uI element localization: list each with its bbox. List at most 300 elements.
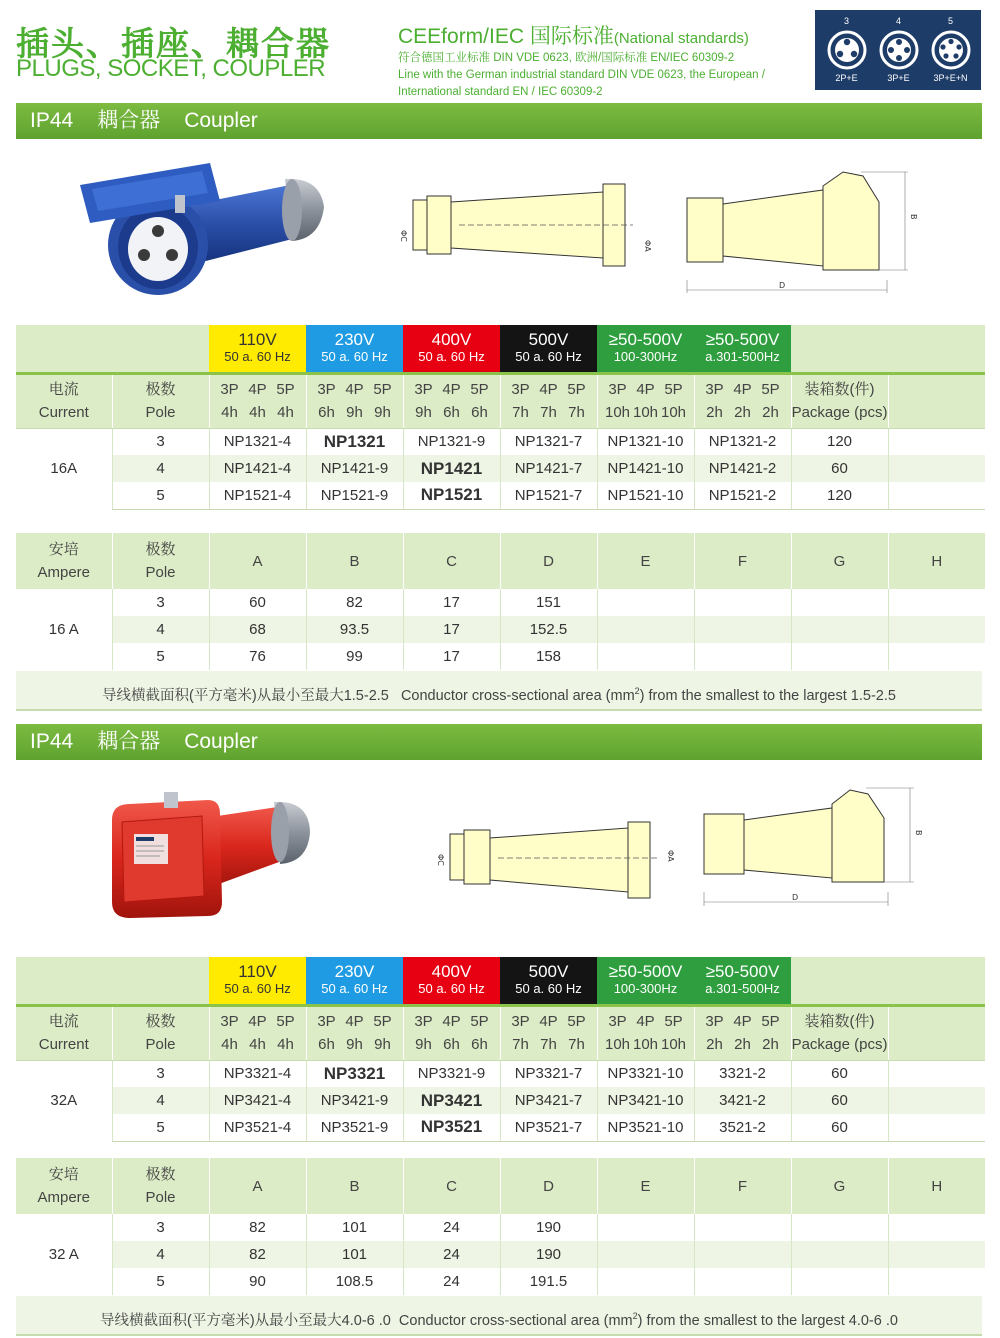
- header-dim-b: B: [306, 533, 403, 589]
- dim-label-b: B: [909, 214, 918, 220]
- blank-cell: [888, 1087, 985, 1114]
- dim-d-value: 158: [500, 643, 597, 670]
- voltage-value: ≥50-500V: [608, 962, 683, 982]
- pole-hour-label: 2h: [734, 404, 751, 421]
- header-package-en: Package (pcs): [791, 404, 888, 421]
- header-package: [791, 373, 888, 428]
- conductor-note-16a: [16, 671, 982, 711]
- column-header-row: [16, 1005, 985, 1060]
- pole-hour-label: 3P: [705, 1013, 724, 1030]
- product-code: NP1321-2: [694, 428, 791, 455]
- header-current-cn: 电流: [48, 1013, 79, 1030]
- blank-cell: [888, 428, 985, 455]
- voltage-frequency: 50 a. 60 Hz: [515, 981, 582, 997]
- dim-b-value: 93.5: [306, 616, 403, 643]
- product-table-32a: [16, 957, 985, 1142]
- header-ampere: [16, 1158, 112, 1214]
- voltage-header-blank: [888, 957, 985, 1005]
- header-dim-e: E: [597, 533, 694, 589]
- pole-value: 3: [112, 1214, 209, 1241]
- table-row: [16, 455, 985, 482]
- pole-value: 3: [112, 428, 209, 455]
- pin-count: 5: [947, 16, 953, 26]
- pole-hour-label: 4P: [345, 1013, 364, 1030]
- voltage-500v: [500, 957, 597, 1005]
- dim-c-value: 24: [403, 1241, 500, 1268]
- header-ampere-en: Ampere: [37, 564, 91, 581]
- pole-hour-label: 5P: [761, 381, 780, 398]
- ampere-value: 32 A: [16, 1214, 112, 1295]
- voltage-hf-100-300: [597, 325, 694, 373]
- pole-hour-label: 4P: [636, 381, 655, 398]
- voltage-frequency: 50 a. 60 Hz: [515, 349, 582, 365]
- pole-hour-label: 10h: [660, 1036, 687, 1053]
- header-dim-d: D: [500, 1158, 597, 1214]
- pole-hour-label: 3P: [414, 1013, 433, 1030]
- package-qty: 60: [791, 1087, 888, 1114]
- pole-hour-label: 4h: [221, 404, 238, 421]
- header-dim-h: H: [888, 1158, 985, 1214]
- pole-hour-label: 9h: [346, 404, 363, 421]
- voltage-header-blank: [112, 325, 209, 373]
- header-dim-f: F: [694, 1158, 791, 1214]
- header-dim-a: A: [209, 1158, 306, 1214]
- pole-hour-label: 2h: [706, 1036, 723, 1053]
- header-package-cn: 装箱数(件): [804, 1013, 875, 1030]
- product-code: NP3521-7: [500, 1114, 597, 1141]
- product-code: 3521-2: [694, 1114, 791, 1141]
- dim-label-d: D: [792, 893, 799, 902]
- pole-hour-label: 7h: [540, 1036, 557, 1053]
- dim-c-value: 17: [403, 589, 500, 616]
- pole-hour-label: 5P: [470, 381, 489, 398]
- pole-hour-label: 4P: [733, 381, 752, 398]
- pole-hour-label: 4P: [442, 1013, 461, 1030]
- pin-5-icon: [930, 29, 972, 71]
- pole-hour-label: 7h: [512, 404, 529, 421]
- header-dim-d: D: [500, 533, 597, 589]
- pole-hour-label: 6h: [471, 1036, 488, 1053]
- pole-hour-label: 7h: [568, 1036, 585, 1053]
- product-code: NP3321-10: [597, 1060, 694, 1087]
- product-code: NP3421-4: [209, 1087, 306, 1114]
- header-ampere-cn: 安培: [48, 1166, 79, 1183]
- product-code: NP3321-4: [209, 1060, 306, 1087]
- pole-hour-label: 10h: [660, 404, 687, 421]
- blank-cell: [597, 1214, 694, 1241]
- header-current-cn: 电流: [48, 381, 79, 398]
- header-dim-b: B: [306, 1158, 403, 1214]
- voltage-header-row: [16, 957, 985, 1005]
- pole-hour-label: 9h: [415, 404, 432, 421]
- standard-line-cn: 符合德国工业标准 DIN VDE 0623, 欧洲/国际标准 EN/IEC 60309-2: [398, 52, 735, 64]
- header-400v-poles: [403, 373, 500, 428]
- voltage-value: 500V: [528, 330, 569, 350]
- voltage-frequency: 50 a. 60 Hz: [321, 981, 388, 997]
- product-code: 3421-2: [694, 1087, 791, 1114]
- blank-cell: [791, 1214, 888, 1241]
- pin-configuration-legend: [815, 10, 981, 90]
- table-row: [16, 1268, 985, 1295]
- header-110v-poles: [209, 1005, 306, 1060]
- blank-cell: [888, 1114, 985, 1141]
- blank-cell: [888, 482, 985, 509]
- voltage-value: 500V: [528, 962, 569, 982]
- pole-hour-label: 6h: [318, 404, 335, 421]
- band-title-en: Coupler: [184, 109, 258, 132]
- voltage-frequency: 50 a. 60 Hz: [321, 349, 388, 365]
- voltage-400v: [403, 325, 500, 373]
- page-title-en: PLUGS, SOCKET, COUPLER: [16, 55, 326, 82]
- dim-a-value: 76: [209, 643, 306, 670]
- header-400v-poles: [403, 1005, 500, 1060]
- voltage-header-blank: [791, 957, 888, 1005]
- product-code: NP1421-7: [500, 455, 597, 482]
- band-title-en: Coupler: [184, 730, 258, 753]
- pole-hour-label: 9h: [374, 404, 391, 421]
- product-code: NP3521-9: [306, 1114, 403, 1141]
- voltage-230v: [306, 325, 403, 373]
- pole-value: 4: [112, 1087, 209, 1114]
- voltage-frequency: 50 a. 60 Hz: [418, 981, 485, 997]
- table-row: [16, 1087, 985, 1114]
- blank-cell: [888, 616, 985, 643]
- standard-line-en-1: Line with the German industrial standard DIN VDE 0623, the European /: [398, 69, 765, 81]
- header-ampere: [16, 533, 112, 589]
- dim-d-value: 190: [500, 1214, 597, 1241]
- voltage-frequency: a.301-500Hz: [705, 981, 780, 997]
- dimension-table-16a: [16, 533, 985, 670]
- pole-hour-label: 3P: [511, 381, 530, 398]
- header-pole: [112, 1005, 209, 1060]
- dim-d-value: 190: [500, 1241, 597, 1268]
- voltage-hf-301-500: [694, 957, 791, 1005]
- current-value: 32A: [16, 1060, 112, 1141]
- voltage-500v: [500, 325, 597, 373]
- coupler-16a-front-drawing: [683, 162, 923, 297]
- voltage-frequency: 50 a. 60 Hz: [224, 349, 291, 365]
- table-row: [16, 1114, 985, 1141]
- conductor-note-32a: [16, 1296, 982, 1336]
- standard-line-en-2: International standard EN / IEC 60309-2: [398, 86, 603, 98]
- note-superscript: 2: [634, 686, 640, 696]
- pole-hour-label: 4P: [248, 1013, 267, 1030]
- header-dim-a: A: [209, 533, 306, 589]
- blank-cell: [694, 1268, 791, 1295]
- voltage-value: ≥50-500V: [608, 330, 683, 350]
- table-row: [16, 589, 985, 616]
- product-code: NP1521-9: [306, 482, 403, 509]
- header-blank: [888, 373, 985, 428]
- pole-hour-label: 5P: [276, 1013, 295, 1030]
- header-hf1-poles: [597, 1005, 694, 1060]
- pole-hour-label: 5P: [664, 1013, 683, 1030]
- pin-label: 3P+E: [887, 73, 910, 83]
- package-qty: 120: [791, 482, 888, 509]
- header-pole-en: Pole: [145, 404, 176, 421]
- voltage-frequency: a.301-500Hz: [705, 349, 780, 365]
- pin-label: 2P+E: [835, 73, 858, 83]
- dim-label-c: ΦC: [436, 854, 445, 866]
- pole-value: 3: [112, 589, 209, 616]
- pole-value: 5: [112, 1114, 209, 1141]
- table-row: [16, 616, 985, 643]
- blank-cell: [888, 1214, 985, 1241]
- dim-label-a: ΦA: [666, 850, 675, 862]
- pin-count: 4: [895, 16, 901, 26]
- band-title-cn: 耦合器: [97, 730, 161, 753]
- page-title-cn: 插头、插座、耦合器: [16, 24, 331, 63]
- pole-hour-label: 4P: [442, 381, 461, 398]
- voltage-110v: [209, 325, 306, 373]
- voltage-hf-301-500: [694, 325, 791, 373]
- voltage-400v: [403, 957, 500, 1005]
- note-cn: 导线横截面积(平方毫米)从最小至最大4.0-6 .0: [100, 1312, 391, 1329]
- coupler-32a-side-drawing: [430, 820, 685, 900]
- voltage-header-blank: [16, 957, 112, 1005]
- pole-hour-label: 4P: [539, 381, 558, 398]
- pole-hour-label: 7h: [540, 404, 557, 421]
- dimension-table-32a: [16, 1158, 985, 1295]
- header-dim-g: G: [791, 533, 888, 589]
- voltage-value: ≥50-500V: [705, 962, 780, 982]
- voltage-frequency: 50 a. 60 Hz: [418, 349, 485, 365]
- blank-cell: [791, 1241, 888, 1268]
- pole-hour-label: 7h: [512, 1036, 529, 1053]
- blank-cell: [888, 1268, 985, 1295]
- header-pole-cn: 极数: [145, 381, 176, 398]
- pole-hour-label: 4h: [221, 1036, 238, 1053]
- header-ampere-en: Ampere: [37, 1189, 91, 1206]
- blank-cell: [791, 1268, 888, 1295]
- voltage-value: 230V: [334, 330, 375, 350]
- note-en: Conductor cross-sectional area (mm: [400, 687, 635, 704]
- pole-hour-label: 9h: [346, 1036, 363, 1053]
- product-code: NP3521-10: [597, 1114, 694, 1141]
- product-code-highlight: NP1321: [306, 428, 403, 455]
- coupler-32a-front-drawing: [700, 780, 930, 908]
- dim-b-value: 99: [306, 643, 403, 670]
- coupler-32a-photo: [104, 792, 314, 922]
- voltage-header-row: [16, 325, 985, 373]
- product-code: NP1421-4: [209, 455, 306, 482]
- product-code: NP1321-9: [403, 428, 500, 455]
- product-code: NP1521-4: [209, 482, 306, 509]
- band-title-cn: 耦合器: [97, 109, 161, 132]
- pole-hour-label: 5P: [567, 381, 586, 398]
- pole-hour-label: 5P: [373, 1013, 392, 1030]
- voltage-header-blank: [791, 325, 888, 373]
- pole-hour-label: 6h: [318, 1036, 335, 1053]
- header-230v-poles: [306, 1005, 403, 1060]
- pole-hour-label: 4h: [249, 404, 266, 421]
- package-qty: 60: [791, 1060, 888, 1087]
- product-code: NP1421-2: [694, 455, 791, 482]
- header-ampere-cn: 安培: [48, 541, 79, 558]
- product-code: NP1421-9: [306, 455, 403, 482]
- pole-hour-label: 5P: [373, 381, 392, 398]
- pole-hour-label: 5P: [567, 1013, 586, 1030]
- pole-hour-label: 5P: [276, 381, 295, 398]
- pole-value: 4: [112, 1241, 209, 1268]
- standard-title-main: CEEform/IEC 国际标准: [398, 25, 614, 48]
- pole-hour-label: 9h: [374, 1036, 391, 1053]
- product-code-highlight: NP1421: [403, 455, 500, 482]
- dim-a-value: 82: [209, 1241, 306, 1268]
- pole-value: 3: [112, 1060, 209, 1087]
- pole-hour-label: 10h: [632, 1036, 659, 1053]
- package-qty: 60: [791, 455, 888, 482]
- pole-hour-label: 3P: [220, 1013, 239, 1030]
- header-blank: [888, 1005, 985, 1060]
- pole-hour-label: 2h: [762, 1036, 779, 1053]
- dim-a-value: 82: [209, 1214, 306, 1241]
- pin-3-icon: [826, 29, 868, 71]
- pole-hour-label: 5P: [664, 381, 683, 398]
- product-table-16a: [16, 325, 985, 510]
- pole-hour-label: 2h: [706, 404, 723, 421]
- section-band-16a: [16, 103, 982, 139]
- pole-hour-label: 10h: [604, 404, 631, 421]
- header-hf1-poles: [597, 373, 694, 428]
- pole-hour-label: 4P: [345, 381, 364, 398]
- note-cn: 导线横截面积(平方毫米)从最小至最大1.5-2.5: [102, 687, 389, 704]
- note-superscript: 2: [632, 1311, 638, 1321]
- blank-cell: [694, 643, 791, 670]
- coupler-16a-side-drawing: [393, 180, 658, 280]
- product-code: NP1521-2: [694, 482, 791, 509]
- product-code-highlight: NP3521: [403, 1114, 500, 1141]
- ampere-value: 16 A: [16, 589, 112, 670]
- package-qty: 120: [791, 428, 888, 455]
- product-code-highlight: NP3421: [403, 1087, 500, 1114]
- voltage-value: ≥50-500V: [705, 330, 780, 350]
- product-code: 3321-2: [694, 1060, 791, 1087]
- blank-cell: [694, 1214, 791, 1241]
- blank-cell: [888, 1241, 985, 1268]
- product-code-highlight: NP3321: [306, 1060, 403, 1087]
- pole-hour-label: 4P: [248, 381, 267, 398]
- header-pole-en: Pole: [145, 1036, 176, 1053]
- pole-hour-label: 2h: [762, 404, 779, 421]
- band-ip-rating: IP44: [30, 109, 74, 132]
- header-current-en: Current: [38, 404, 89, 421]
- pole-hour-label: 4P: [636, 1013, 655, 1030]
- header-110v-poles: [209, 373, 306, 428]
- section-band-32a: [16, 724, 982, 760]
- blank-cell: [791, 643, 888, 670]
- product-code: NP1521-10: [597, 482, 694, 509]
- header-500v-poles: [500, 1005, 597, 1060]
- package-qty: 60: [791, 1114, 888, 1141]
- dim-a-value: 68: [209, 616, 306, 643]
- header-dim-c: C: [403, 533, 500, 589]
- blank-cell: [597, 1268, 694, 1295]
- header-500v-poles: [500, 373, 597, 428]
- dim-c-value: 24: [403, 1268, 500, 1295]
- blank-cell: [791, 589, 888, 616]
- header-hf2-poles: [694, 1005, 791, 1060]
- pole-value: 5: [112, 1268, 209, 1295]
- header-230v-poles: [306, 373, 403, 428]
- header-pole-en: Pole: [145, 1189, 176, 1206]
- voltage-110v: [209, 957, 306, 1005]
- pole-hour-label: 6h: [443, 404, 460, 421]
- header-current: [16, 1005, 112, 1060]
- pole-hour-label: 3P: [317, 381, 336, 398]
- header-pole-cn: 极数: [145, 1013, 176, 1030]
- pole-hour-label: 4P: [733, 1013, 752, 1030]
- header-pole: [112, 373, 209, 428]
- voltage-header-blank: [112, 957, 209, 1005]
- product-code: NP1321-10: [597, 428, 694, 455]
- header-current-en: Current: [38, 1036, 89, 1053]
- dim-b-value: 108.5: [306, 1268, 403, 1295]
- pin-config-3: [819, 10, 874, 90]
- dim-label-a: ΦA: [643, 240, 652, 252]
- blank-cell: [597, 589, 694, 616]
- voltage-value: 400V: [431, 962, 472, 982]
- pole-value: 5: [112, 482, 209, 509]
- dim-label-d: D: [779, 281, 786, 290]
- blank-cell: [791, 616, 888, 643]
- voltage-hf-100-300: [597, 957, 694, 1005]
- dim-d-value: 152.5: [500, 616, 597, 643]
- pole-hour-label: 6h: [443, 1036, 460, 1053]
- dim-b-value: 101: [306, 1214, 403, 1241]
- dim-b-value: 101: [306, 1241, 403, 1268]
- voltage-value: 230V: [334, 962, 375, 982]
- pin-config-5: [923, 10, 978, 90]
- voltage-value: 110V: [238, 330, 277, 350]
- header-dim-f: F: [694, 533, 791, 589]
- pin-count: 3: [843, 16, 849, 26]
- header-pole-cn: 极数: [145, 1166, 176, 1183]
- pole-hour-label: 4h: [277, 404, 294, 421]
- pin-config-4: [871, 10, 926, 90]
- header-pole-cn: 极数: [145, 541, 176, 558]
- dim-b-value: 82: [306, 589, 403, 616]
- voltage-frequency: 100-300Hz: [613, 981, 678, 997]
- pole-hour-label: 4P: [539, 1013, 558, 1030]
- header-pole: [112, 1158, 209, 1214]
- table-row: [16, 482, 985, 509]
- column-header-row: [16, 373, 985, 428]
- header-package-cn: 装箱数(件): [804, 381, 875, 398]
- pin-label: 3P+E+N: [933, 73, 968, 83]
- pole-value: 4: [112, 455, 209, 482]
- pole-hour-label: 10h: [604, 1036, 631, 1053]
- pole-hour-label: 3P: [608, 1013, 627, 1030]
- blank-cell: [888, 1060, 985, 1087]
- product-code: NP1421-10: [597, 455, 694, 482]
- product-code: NP3421-9: [306, 1087, 403, 1114]
- table-row: [16, 428, 985, 455]
- note-en-tail: ) from the smallest to the largest 4.0-6 .0: [637, 1312, 898, 1329]
- standard-title: [398, 20, 798, 50]
- header-package-en: Package (pcs): [791, 1036, 888, 1053]
- dim-label-c: ΦC: [399, 230, 408, 242]
- dim-label-b: B: [914, 830, 923, 836]
- voltage-frequency: 100-300Hz: [613, 349, 678, 365]
- table-row: [16, 1060, 985, 1087]
- blank-cell: [888, 589, 985, 616]
- product-code-highlight: NP1521: [403, 482, 500, 509]
- header-package: [791, 1005, 888, 1060]
- current-value: 16A: [16, 428, 112, 509]
- voltage-value: 400V: [431, 330, 472, 350]
- pole-hour-label: 2h: [734, 1036, 751, 1053]
